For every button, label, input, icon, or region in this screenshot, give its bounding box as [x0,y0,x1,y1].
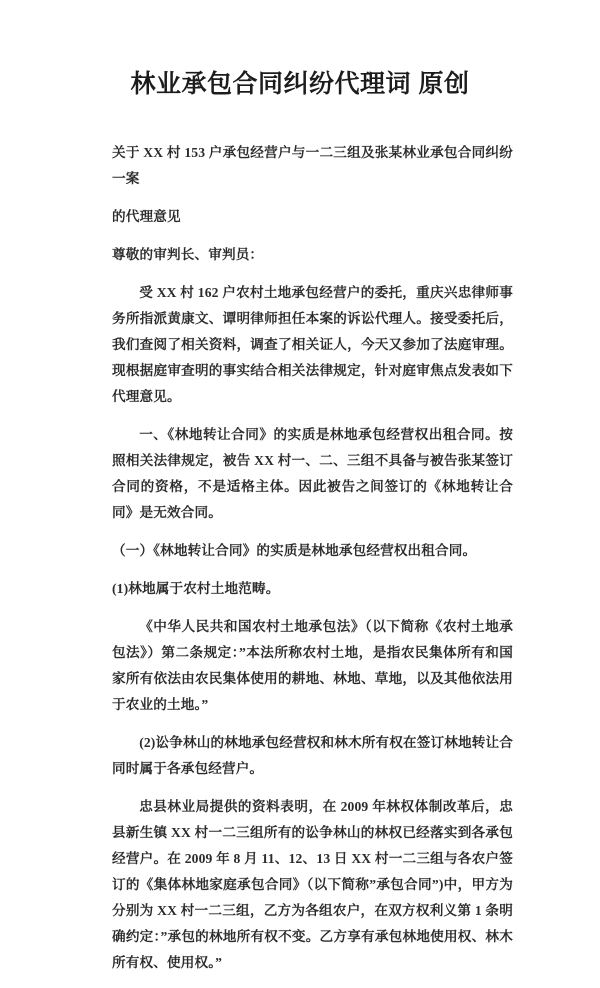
paragraph-subject-line: 关于 XX 村 153 户承包经营户与一二三组及张某林业承包合同纠纷一案 [112,145,513,186]
paragraph-intro: 受 XX 村 162 户农村土地承包经营户的委托，重庆兴忠律师事务所指派黄康文、谭明律师担任本案的诉讼代理人。接受委托后，我们查阅了相关资料，调查了相关证人，今天又参加了法庭审理。现根据庭审查明的事实结合相关法律规定，针对庭审焦点发表如下代理意见。 [112,285,513,404]
paragraph-evidence-para: 忠县林业局提供的资料表明，在 2009 年林权体制改革后，忠县新生镇 XX 村一二三组所有的讼争林山的林权已经落实到各承包经营户。在 2009 年 8 月 11、12、13 日 XX 村一二三组与各农户签订的《集体林地家庭承包合同》（以下简称”承包合同”)中，甲方为分别为 XX 村一二三组，乙方为各组农户，在双方权利义第 1 条明确约定：”承包的林地所有权不变。乙方享有承包林地使用权、林木所有权、使用权。” [112,799,513,970]
paragraph-item-1: (1)林地属于农村土地范畴。 [112,581,280,596]
paragraph-subject-line-cont: 的代理意见 [112,209,181,224]
paragraph-salutation: 尊敬的审判长、审判员： [112,247,264,262]
paragraph-subsection-one-1: （一）《林地转让合同》的实质是林地承包经营权出租合同。 [112,543,477,558]
paragraph-law-citation: 《中华人民共和国农村土地承包法》（以下简称《农村土地承包法》）第二条规定：”本法所称农村土地，是指农民集体所有和国家所有依法由农民集体使用的耕地、林地、草地，以及其他依法用于农业的土地。” [112,619,513,712]
page-title: 林业承包合同纠纷代理词 原创 [130,70,470,98]
document-body [112,140,513,988]
paragraph-section-one: 一、《林地转让合同》的实质是林地承包经营权出租合同。按照相关法律规定，被告 XX 村一、二、三组不具备与被告张某签订合同的资格，不是适格主体。因此被告之间签订的《林地转让合同》是无效合同。 [112,427,513,520]
paragraph-item-2: (2)讼争林山的林地承包经营权和林木所有权在签订林地转让合同时属于各承包经营户。 [112,735,513,776]
